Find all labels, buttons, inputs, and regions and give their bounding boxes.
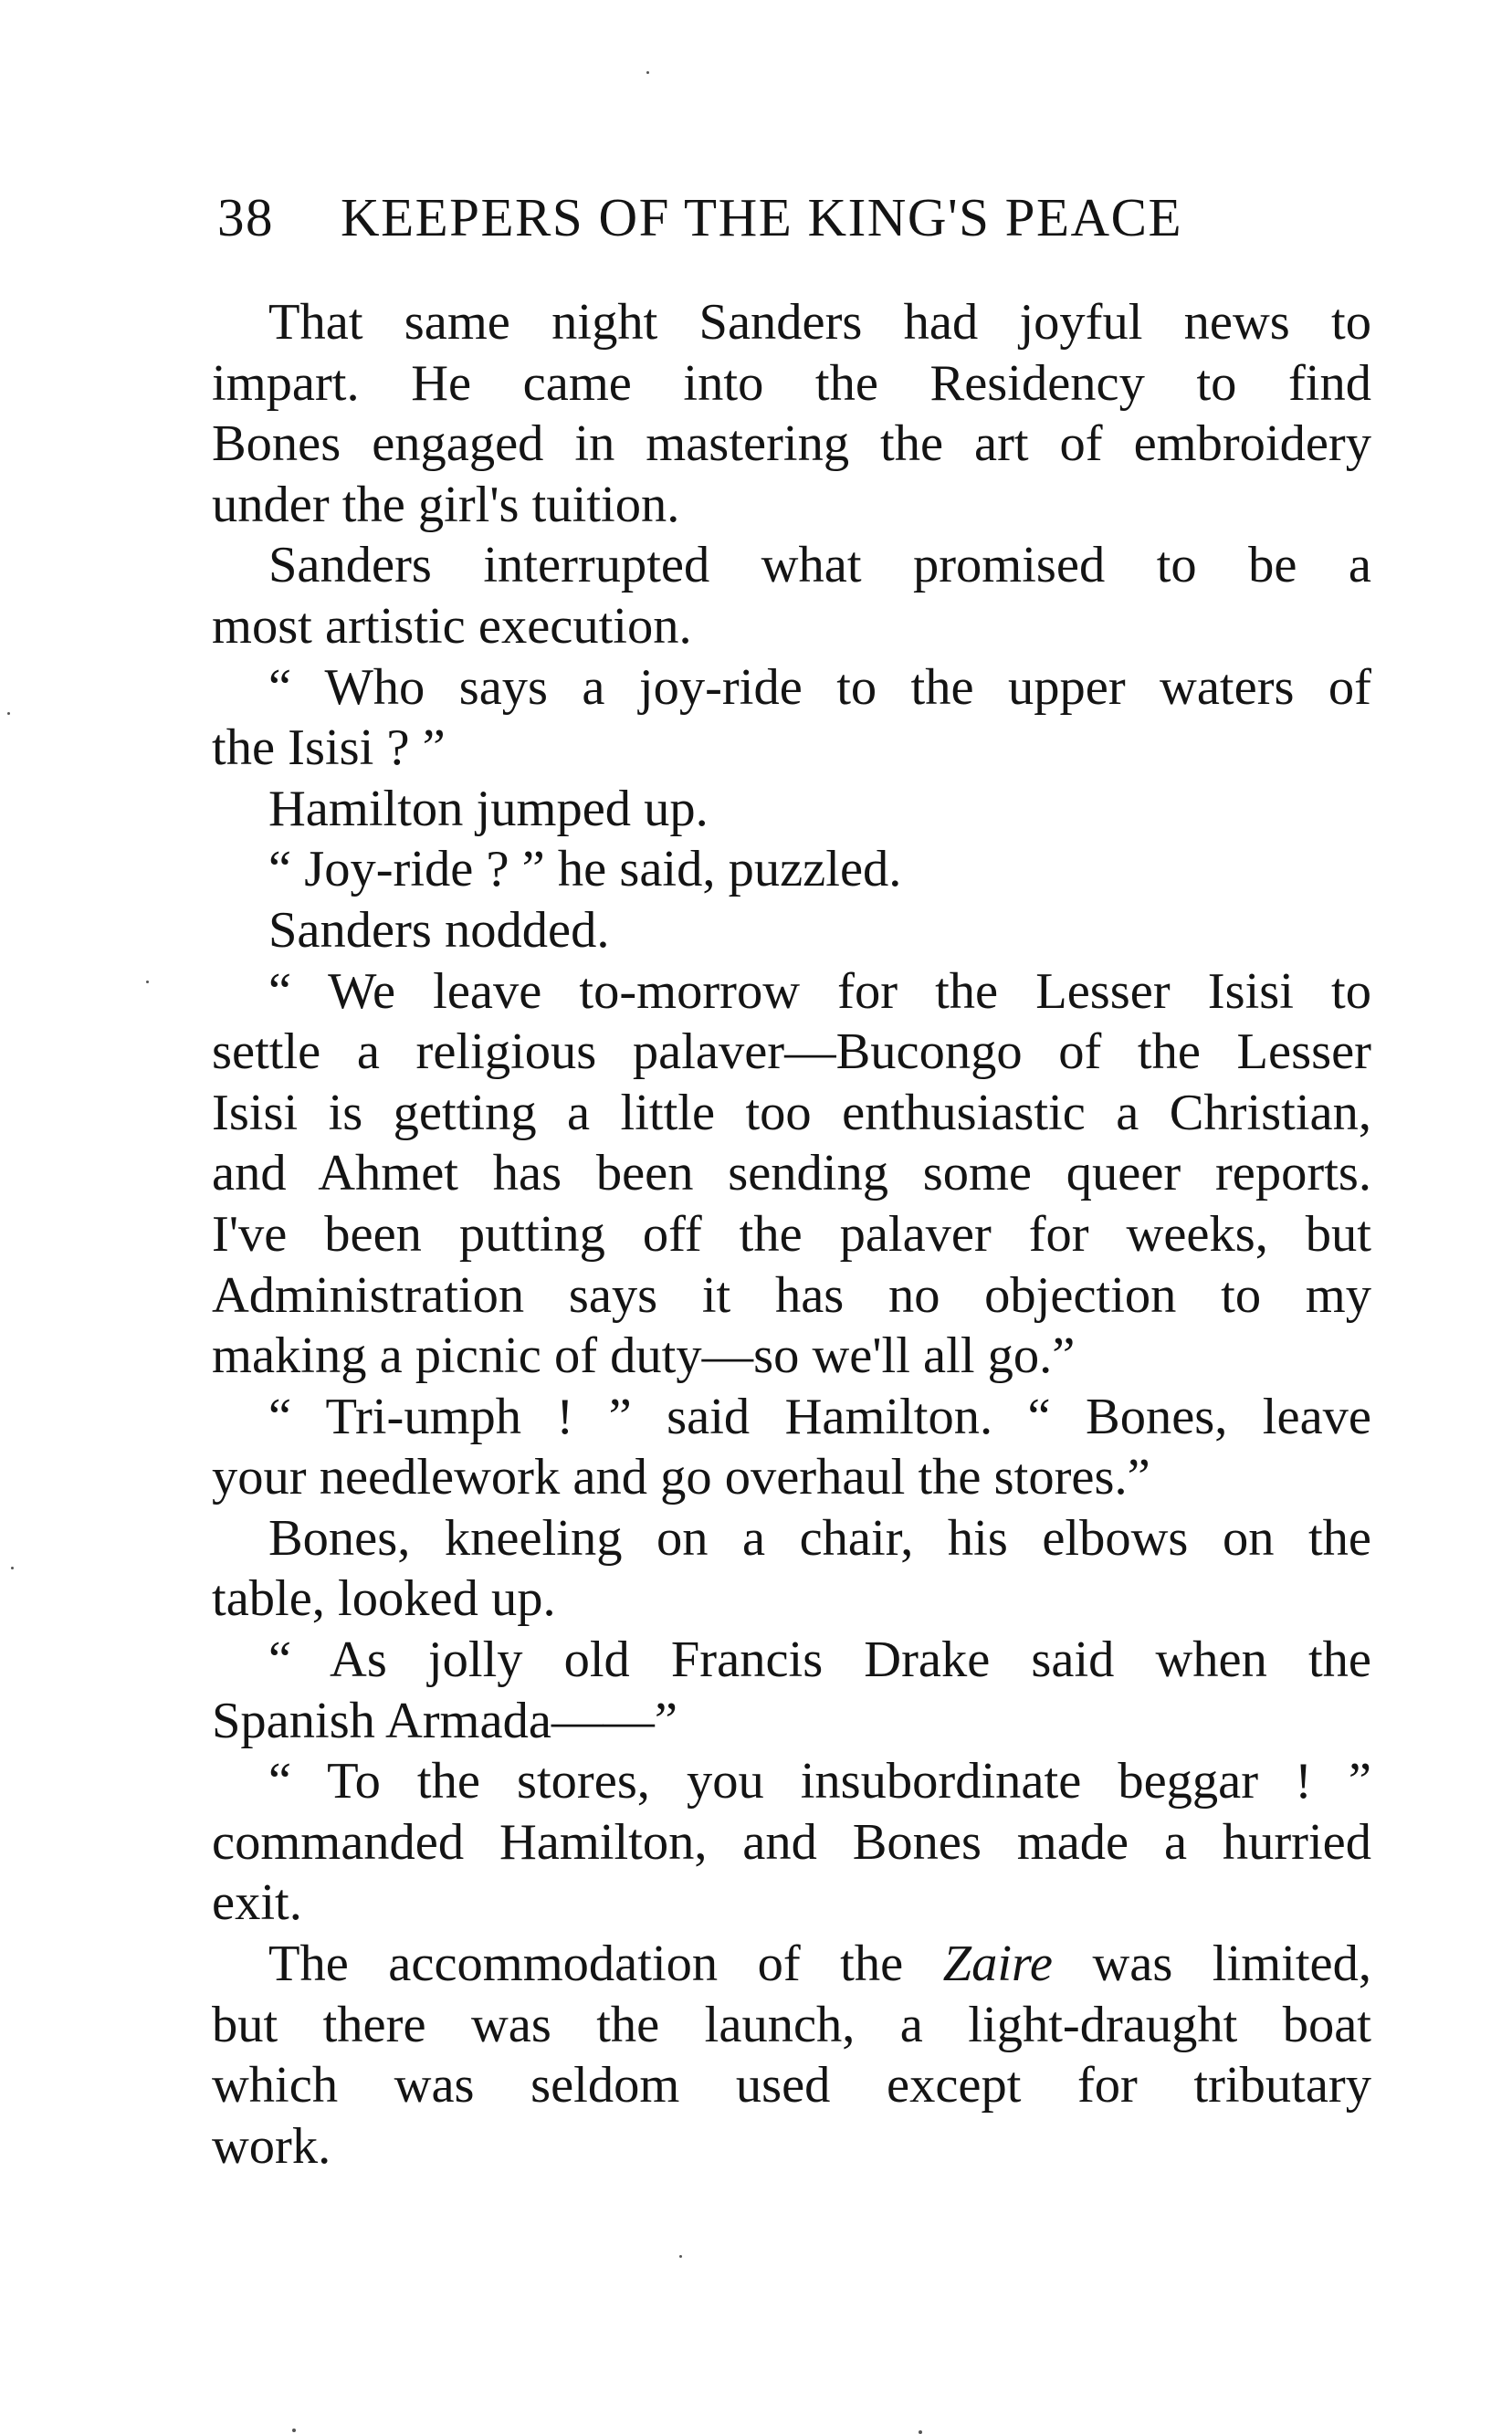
print-speck (7, 712, 10, 715)
print-speck (292, 2429, 296, 2432)
text-line: table, looked up. (212, 1570, 556, 1628)
print-speck (919, 2430, 922, 2434)
text-line: I've been putting off the palaver for weeks, but (212, 1205, 1371, 1263)
text-line: Isisi is getting a little too enthusiastic a Christian, (212, 1084, 1371, 1141)
page-number: 38 (217, 187, 274, 247)
text-line: exit. (212, 1874, 302, 1932)
ship-name-italic: Zaire (942, 1936, 1053, 1993)
text-line: Bones, kneeling on a chair, his elbows on the (268, 1509, 1371, 1567)
text-line: Administration says it has no objection to my (212, 1266, 1371, 1324)
text-line: Sanders nodded. (268, 901, 610, 959)
text-line: “ To the stores, you insubordinate beggar ! ” (268, 1753, 1371, 1810)
text-segment: The accommodation of the (268, 1936, 943, 1993)
text-line: “ Joy-ride ? ” he said, puzzled. (268, 841, 902, 898)
text-line: “ As jolly old Francis Drake said when the (268, 1631, 1371, 1689)
print-speck (146, 981, 149, 983)
text-line: Spanish Armada——” (212, 1692, 677, 1749)
text-line: That same night Sanders had joyful news to (268, 294, 1371, 351)
text-line (212, 1934, 1371, 1995)
text-segment: was limited, (1053, 1936, 1371, 1993)
text-line: Bones engaged in mastering the art of embroidery (212, 415, 1371, 473)
print-speck (11, 1567, 14, 1569)
text-line: Sanders interrupted what promised to be a (268, 537, 1371, 594)
text-line: commanded Hamilton, and Bones made a hurried (212, 1813, 1371, 1871)
text-line: making a picnic of duty—so we'll all go.” (212, 1327, 1076, 1385)
text-line: “ Who says a joy-ride to the upper waters of (268, 658, 1371, 716)
text-line: Hamilton jumped up. (268, 780, 709, 837)
text-line: “ We leave to-morrow for the Lesser Isisi to (268, 962, 1371, 1020)
print-speck (679, 2255, 682, 2258)
text-line: “ Tri-umph ! ” said Hamilton. “ Bones, leave (268, 1388, 1371, 1445)
running-head (217, 181, 1331, 254)
text-line: and Ahmet has been sending some queer reports. (212, 1145, 1371, 1202)
text-line: the Isisi ? ” (212, 719, 446, 777)
body-text (212, 292, 1371, 2177)
text-line: settle a religious palaver—Bucongo of the Lesser (212, 1023, 1371, 1081)
text-line: work. (212, 2117, 331, 2175)
text-line: but there was the launch, a light-draught boat (212, 1996, 1371, 2053)
text-line: which was seldom used except for tributary (212, 2057, 1371, 2114)
text-line: under the girl's tuition. (212, 476, 680, 533)
running-title: KEEPERS OF THE KING'S PEACE (341, 187, 1183, 247)
text-line: impart. He came into the Residency to find (212, 354, 1371, 412)
text-line: most artistic execution. (212, 597, 692, 655)
text-line: your needlework and go overhaul the stores.” (212, 1449, 1150, 1506)
print-speck (646, 71, 649, 74)
